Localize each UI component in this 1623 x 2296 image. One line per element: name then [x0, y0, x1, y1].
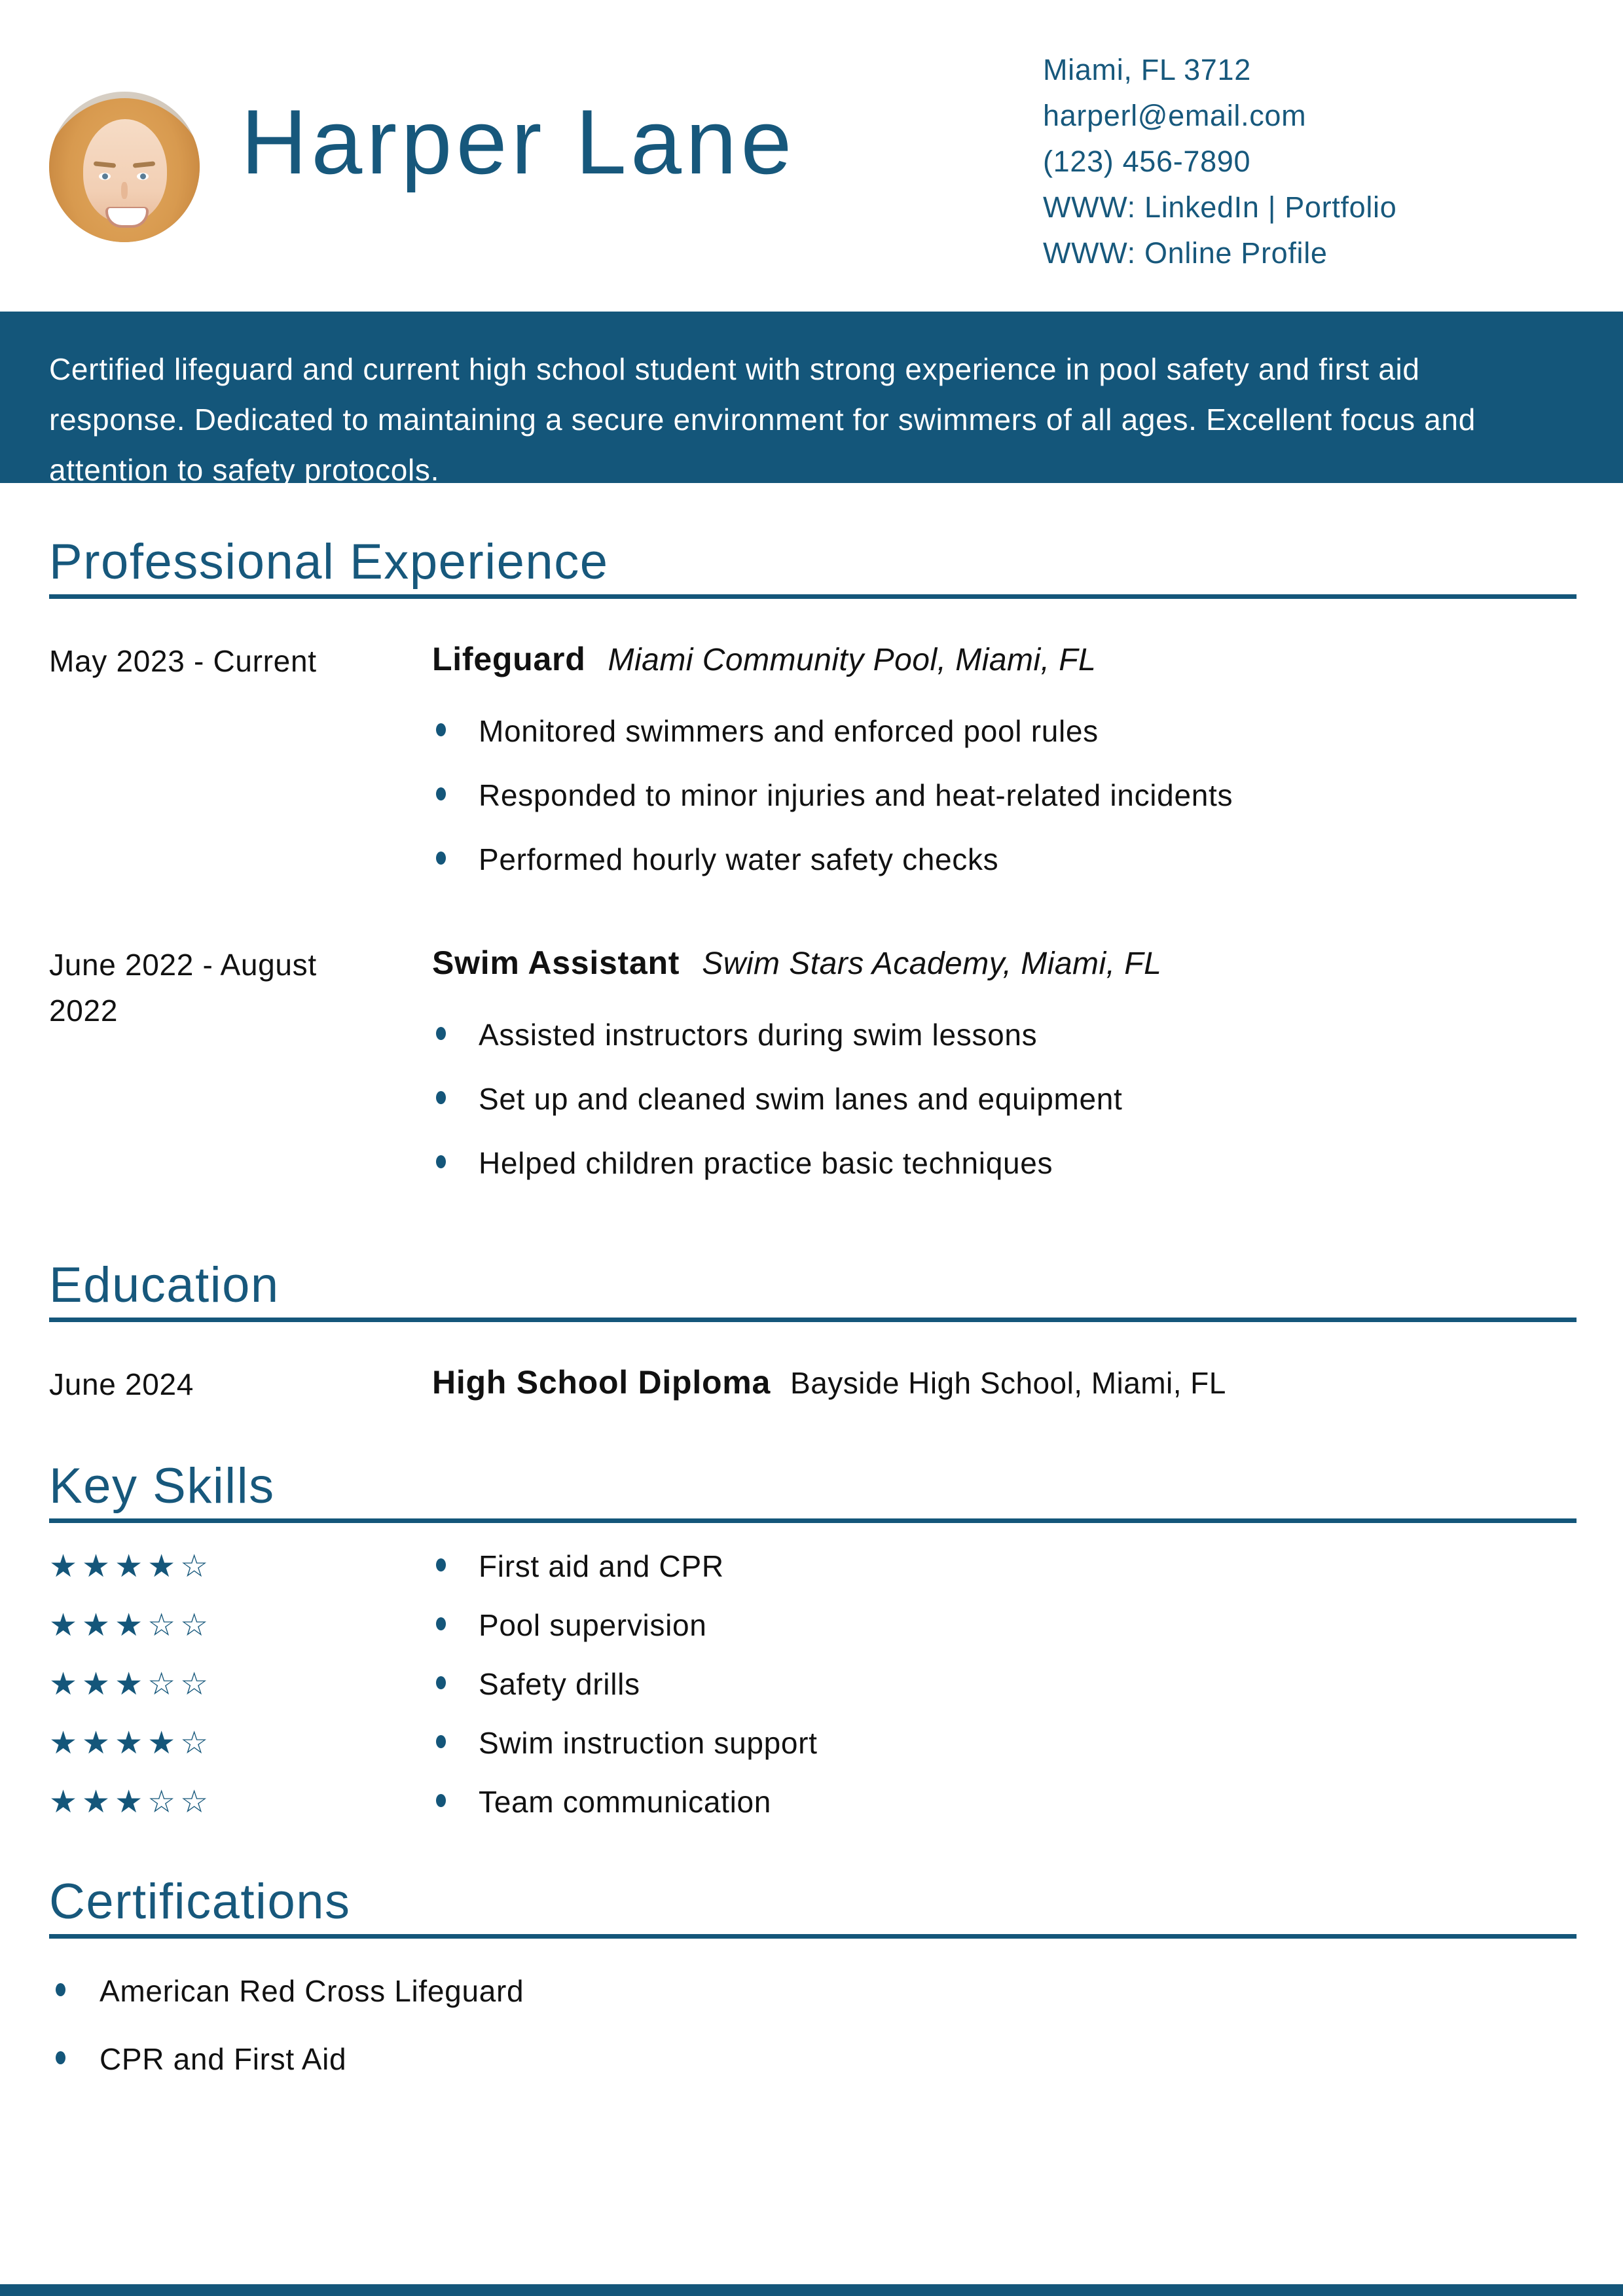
bullet-icon [436, 1155, 446, 1168]
job-bullet [432, 838, 1623, 880]
job-bullet-list [432, 710, 1623, 880]
skill-row [49, 1663, 1623, 1705]
job-bullet-text: Helped children practice basic techniques [479, 1146, 1053, 1180]
job-bullet-text: Monitored swimmers and enforced pool rules [479, 714, 1099, 748]
header [0, 0, 1623, 312]
skill-name: Pool supervision [479, 1608, 707, 1642]
skill-row [49, 1604, 1623, 1646]
job-dates: May 2023 - Current [49, 644, 317, 678]
bullet-icon [436, 787, 446, 800]
education-school: Bayside High School, Miami, FL [790, 1366, 1226, 1400]
section-rule [49, 1934, 1577, 1939]
education-degree: High School Diploma [432, 1364, 771, 1401]
education-entry [49, 1361, 1623, 1407]
job-role: Swim Assistant [432, 944, 680, 981]
candidate-name: Harper Lane [241, 90, 796, 193]
job-bullet [432, 1142, 1623, 1184]
section-rule [49, 1318, 1577, 1322]
education-title-line [432, 1361, 1623, 1404]
profile-photo [49, 92, 200, 242]
job-bullet [432, 1014, 1623, 1056]
skill-name: First aid and CPR [479, 1549, 724, 1583]
skill-rating-stars: ★★★★☆ [49, 1548, 213, 1585]
section-title-skills: Key Skills [49, 1458, 275, 1514]
skill-item [432, 1545, 724, 1587]
job-bullet-text: Set up and cleaned swim lanes and equipment [479, 1082, 1123, 1116]
job-dates: June 2022 - August 2022 [49, 948, 317, 1028]
bullet-icon [436, 1091, 446, 1104]
skill-row [49, 1722, 1623, 1764]
bullet-icon [436, 723, 446, 736]
section-rule [49, 594, 1577, 599]
summary-band [0, 312, 1623, 487]
job-bullet [432, 710, 1623, 752]
contact-email[interactable]: harperl@email.com [1043, 99, 1307, 132]
skill-name: Team communication [479, 1785, 772, 1819]
skill-name: Safety drills [479, 1667, 640, 1701]
skill-item [432, 1722, 818, 1764]
avatar-eye [99, 173, 111, 180]
skill-row [49, 1545, 1623, 1587]
job-role: Lifeguard [432, 641, 586, 677]
job-bullet [432, 774, 1623, 816]
job-bullet-list [432, 1014, 1623, 1184]
footer-bar [0, 2284, 1623, 2296]
job-details [432, 942, 1623, 1206]
bullet-icon [56, 1983, 65, 1996]
job-details [432, 638, 1623, 903]
contact-online-profile[interactable]: WWW: Online Profile [1043, 236, 1328, 270]
education-details [432, 1361, 1623, 1407]
avatar-eye [137, 173, 149, 180]
job-bullet-text: Assisted instructors during swim lessons [479, 1018, 1038, 1052]
skills-list [0, 1545, 1623, 1823]
skill-rating-stars: ★★★★☆ [49, 1725, 213, 1761]
bullet-icon [56, 2051, 65, 2064]
job-bullet [432, 1078, 1623, 1120]
skill-item [432, 1604, 707, 1646]
contact-links[interactable]: WWW: LinkedIn | Portfolio [1043, 190, 1397, 224]
section-rule [49, 1518, 1577, 1523]
job-title-line [432, 638, 1623, 681]
skill-rating-stars: ★★★☆☆ [49, 1784, 213, 1820]
bullet-icon [436, 1794, 446, 1807]
job-company: Miami Community Pool, Miami, FL [608, 643, 1097, 677]
avatar-nose [121, 182, 128, 199]
skill-row [49, 1781, 1623, 1823]
education-dates: June 2024 [49, 1367, 194, 1401]
skill-item [432, 1781, 771, 1823]
bullet-icon [436, 1735, 446, 1748]
certification-text: American Red Cross Lifeguard [100, 1974, 524, 2008]
skill-name: Swim instruction support [479, 1726, 818, 1760]
bullet-icon [436, 1558, 446, 1571]
section-title-education: Education [49, 1257, 280, 1313]
job-entry [49, 638, 1623, 903]
skill-rating-stars: ★★★☆☆ [49, 1666, 213, 1702]
certifications-list [49, 1970, 1623, 2080]
certification-text: CPR and First Aid [100, 2042, 347, 2076]
contact-block [1043, 47, 1396, 276]
skill-rating-stars: ★★★☆☆ [49, 1607, 213, 1643]
bullet-icon [436, 1027, 446, 1040]
certification-item [49, 2038, 1623, 2080]
section-title-certifications: Certifications [49, 1874, 351, 1929]
job-bullet-text: Performed hourly water safety checks [479, 842, 999, 876]
bullet-icon [436, 1617, 446, 1630]
section-title-experience: Professional Experience [49, 534, 609, 590]
contact-phone: (123) 456-7890 [1043, 145, 1251, 178]
job-bullet-text: Responded to minor injuries and heat-related incidents [479, 778, 1233, 812]
job-company: Swim Stars Academy, Miami, FL [702, 946, 1162, 981]
bullet-icon [436, 852, 446, 865]
skill-item [432, 1663, 640, 1705]
contact-location: Miami, FL 3712 [1043, 53, 1251, 86]
certification-item [49, 1970, 1623, 2012]
job-entry [49, 942, 1623, 1206]
job-title-line [432, 942, 1623, 985]
summary-text: Certified lifeguard and current high school student with strong experience in pool safety and first aid response. Dedicated to maintaining a secure environment for swimmers of all ages. Excellent focus and attention to safety protocols. [49, 352, 1476, 487]
bullet-icon [436, 1676, 446, 1689]
